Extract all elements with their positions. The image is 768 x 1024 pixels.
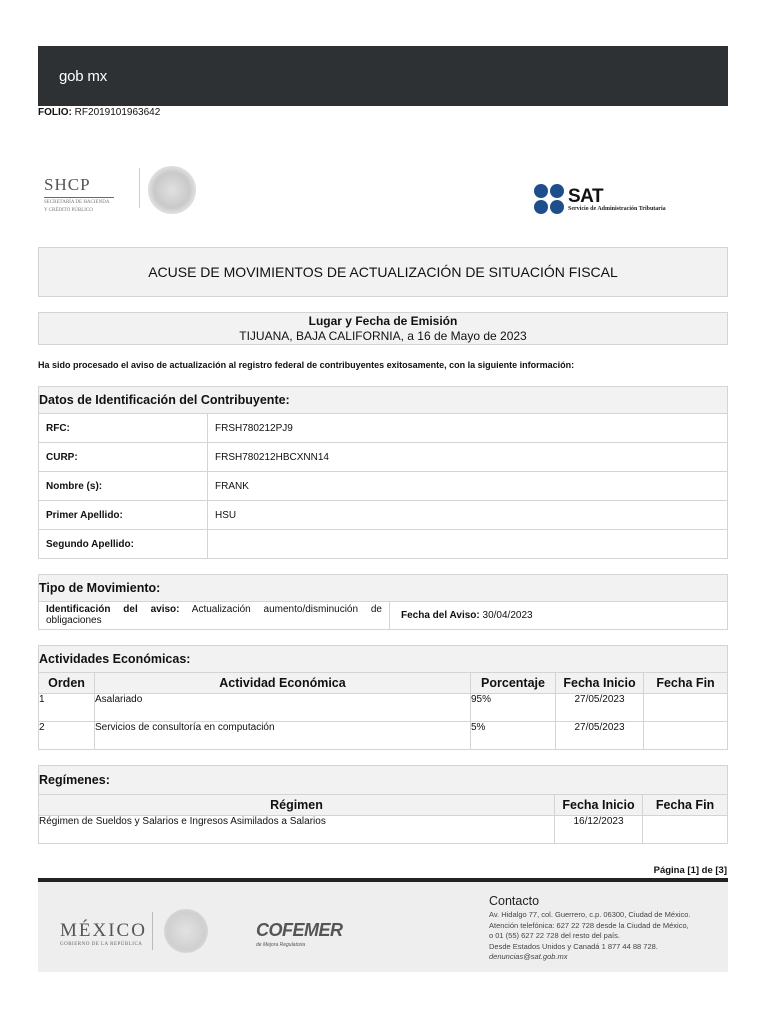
logos-row [38,118,728,213]
identification-section [38,386,728,559]
national-seal-icon [148,166,196,214]
mexico-logo: MÉXICO GOBIERNO DE LA REPÚBLICA [60,920,147,947]
primer-apellido-row: Primer Apellido: HSU [39,500,727,529]
column-header: Fecha Fin [643,795,728,816]
page-number: Página [1] de [3] [653,865,727,876]
emission-value: TIJUANA, BAJA CALIFORNIA, a 16 de Mayo de 2023 [239,329,527,343]
cofemer-logo: COFEMER de Mejora Regulatoria [256,920,343,948]
national-seal-icon [164,909,208,953]
segundo-apellido-value [208,530,215,558]
sat-dots-icon [534,184,564,214]
aviso-date: Fecha del Aviso: 30/04/2023 [401,610,533,621]
activities-heading: Actividades Económicas: [39,646,727,672]
rfc-value: FRSH780212PJ9 [215,422,293,434]
activities-table [39,672,727,749]
shcp-logo: SHCP SECRETARÍA DE HACIENDA Y CRÉDITO PÚBLICO [44,175,114,214]
column-header: Fecha Fin [644,673,728,694]
contact-email[interactable]: denuncias@sat.gob.mx [489,952,568,961]
movement-section [38,574,728,630]
folio-label: FOLIO: [38,107,72,118]
sat-logo [534,184,666,214]
regimes-table [39,794,727,843]
emission-label: Lugar y Fecha de Emisión [308,314,458,328]
table-row: 2 Servicios de consultoría en computación 5% 27/05/2023 [39,722,727,750]
identification-heading: Datos de Identificación del Contribuyente: [39,387,727,413]
primer-apellido-value: HSU [215,509,237,521]
document-page [38,46,728,972]
regimes-heading: Regímenes: [39,766,727,794]
column-header: Fecha Inicio [556,673,644,694]
table-row: Régimen de Sueldos y Salarios e Ingresos Asimilados a Salarios 16/12/2023 [39,816,727,844]
segundo-apellido-row: Segundo Apellido: [39,529,727,558]
folio-value: RF2019101963642 [74,107,161,118]
nombre-value: FRANK [215,480,249,492]
contact-block: Contacto Av. Hidalgo 77, col. Guerrero, c.p. 06300, Ciudad de México. Atención telefónica: 627 22 728 desde la Ciudad de México, o 01 (55) 627 22 728 del resto del país. Desde Estados Unidos y Canadá 1 877 44 88 728. denuncias@sat.gob.mx [489,894,691,961]
column-header: Orden [39,673,95,694]
document-title: ACUSE DE MOVIMIENTOS DE ACTUALIZACIÓN DE SITUACIÓN FISCAL [38,247,728,297]
column-header: Porcentaje [471,673,556,694]
nombre-row: Nombre (s): FRANK [39,471,727,500]
folio [38,107,728,118]
logo-divider [139,168,140,208]
sat-subtitle: Servicio de Administración Tributaria [568,205,666,212]
footer [38,882,728,972]
gob-header-bar [38,46,728,106]
curp-value: FRSH780212HBCXNN14 [215,451,329,463]
sat-wordmark: SAT [568,185,604,207]
aviso-identification: Identificación del aviso: Actualización aumento/disminución de obligaciones [39,602,390,629]
activities-section [38,645,728,750]
movement-heading: Tipo de Movimiento: [39,575,727,601]
rfc-row: RFC: FRSH780212PJ9 [39,413,727,442]
intro-text: Ha sido procesado el aviso de actualización al registro federal de contribuyentes exitosamente, con la siguiente información: [38,360,575,370]
curp-row: CURP: FRSH780212HBCXNN14 [39,442,727,471]
column-header: Fecha Inicio [555,795,643,816]
column-header: Actividad Económica [95,673,471,694]
contact-title: Contacto [489,894,540,908]
column-header: Régimen [39,795,555,816]
emission-box [38,312,728,345]
regimes-section [38,765,728,844]
table-row: 1 Asalariado 95% 27/05/2023 [39,694,727,722]
gobmx-logo[interactable]: gob mx [59,67,107,85]
